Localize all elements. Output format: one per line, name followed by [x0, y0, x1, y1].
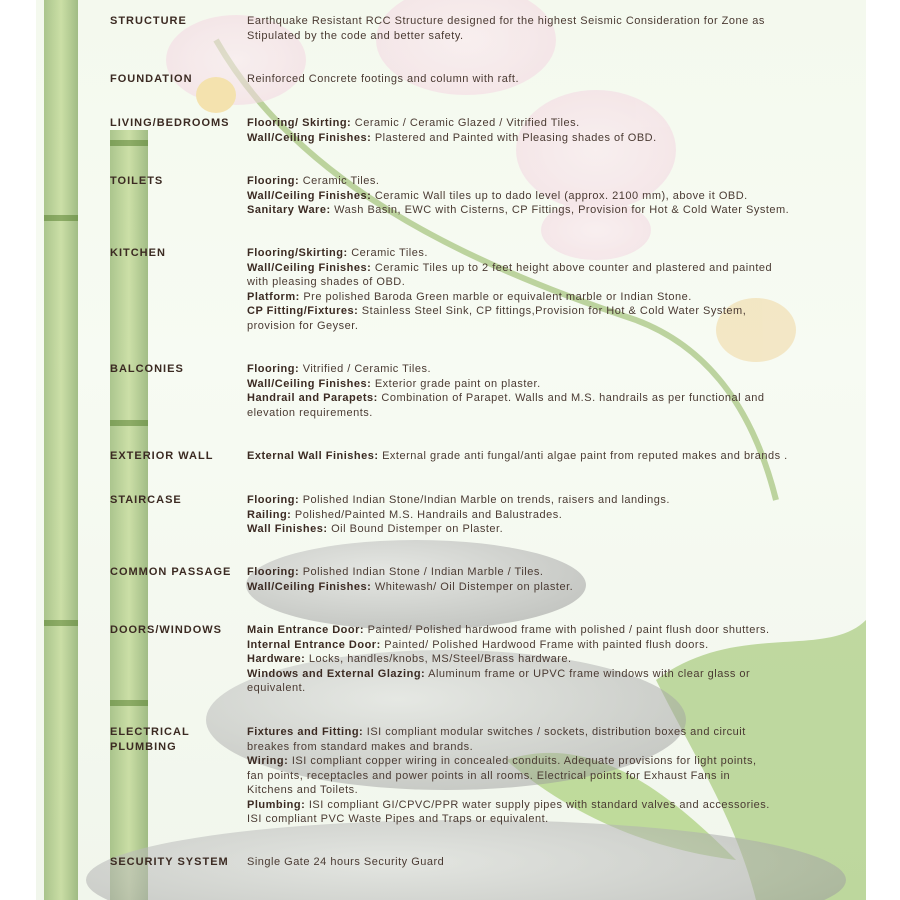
detail-line: [247, 116, 827, 131]
detail-text: elevation requirements.: [247, 406, 373, 419]
detail-text: Stipulated by the code and better safety.: [247, 29, 464, 42]
detail-key: Wall/Ceiling Finishes:: [247, 189, 372, 202]
section-details: [247, 362, 827, 420]
detail-key: Flooring:: [247, 363, 300, 375]
detail-text: Oil Bound Distemper on Plaster.: [327, 523, 504, 535]
detail-key: Sanitary Ware:: [247, 204, 331, 216]
section-details: [247, 449, 827, 464]
section-label: BALCONIES: [110, 363, 184, 375]
detail-line: [247, 203, 827, 218]
section-label: STRUCTURE: [110, 15, 187, 27]
detail-key: Main Entrance Door:: [247, 624, 365, 636]
detail-line: [247, 580, 827, 595]
detail-line: [247, 189, 827, 204]
detail-text: ISI compliant copper wiring in concealed conduits. Adequate provisions for light points,: [288, 755, 757, 767]
detail-text: with pleasing shades of OBD.: [247, 276, 406, 288]
detail-key: Flooring:: [247, 494, 300, 506]
detail-line: [247, 493, 827, 508]
detail-key: External Wall Finishes:: [247, 450, 379, 462]
section-details: [247, 14, 827, 43]
detail-key: Wall/Ceiling Finishes:: [247, 377, 372, 390]
section-details: [247, 116, 827, 145]
detail-line: [247, 391, 827, 406]
detail-key: Flooring:: [247, 175, 300, 187]
detail-line: [247, 565, 827, 580]
detail-line: [247, 319, 827, 334]
detail-text: Combination of Parapet. Walls and M.S. handrails as per functional and: [377, 392, 765, 404]
detail-line: [247, 290, 827, 305]
detail-line: [247, 275, 827, 290]
detail-line: [247, 449, 827, 464]
detail-text: ISI compliant modular switches / sockets, distribution boxes and circuit: [363, 726, 746, 738]
detail-text: Ceramic Tiles.: [299, 175, 380, 187]
detail-line: [247, 261, 827, 276]
detail-line: [247, 174, 827, 189]
detail-line: [247, 783, 827, 798]
detail-line: [247, 406, 827, 421]
detail-text: Aluminum frame or UPVC frame windows with clear glass or: [425, 667, 751, 680]
detail-text: Ceramic Wall tiles up to dado level (approx. 2100 mm), above it OBD.: [371, 189, 748, 202]
detail-text: Reinforced Concrete footings and column with raft.: [247, 73, 520, 85]
detail-text: Whitewash/ Oil Distemper on plaster.: [371, 580, 574, 593]
section-details: [247, 72, 827, 87]
detail-key: Wall/Ceiling Finishes:: [247, 580, 372, 593]
detail-text: Painted/ Polished Hardwood Frame with painted flush doors.: [380, 638, 709, 651]
detail-text: Polished/Painted M.S. Handrails and Balustrades.: [291, 508, 563, 521]
detail-line: [247, 725, 827, 740]
detail-text: Painted/ Polished hardwood frame with polished / paint flush door shutters.: [364, 624, 770, 636]
detail-line: [247, 812, 827, 827]
detail-text: Kitchens and Toilets.: [247, 784, 359, 796]
section-label: KITCHEN: [110, 247, 166, 259]
detail-key: Platform:: [247, 290, 300, 303]
detail-line: [247, 131, 827, 146]
detail-key: Wiring:: [247, 755, 289, 767]
section-details: [247, 565, 827, 594]
detail-key: Hardware:: [247, 653, 306, 665]
detail-key: Plumbing:: [247, 798, 306, 811]
detail-text: provision for Geyser.: [247, 319, 359, 332]
detail-text: External grade anti fungal/anti algae paint from reputed makes and brands .: [378, 450, 788, 462]
section-details: [247, 725, 827, 827]
detail-text: Ceramic Tiles.: [347, 247, 428, 259]
detail-line: [247, 522, 827, 537]
detail-text: Ceramic / Ceramic Glazed / Vitrified Tiles.: [351, 117, 580, 129]
section-label: STAIRCASE: [110, 494, 182, 506]
section-details: [247, 493, 827, 537]
section-label: DOORS/WINDOWS: [110, 624, 222, 636]
detail-text: Wash Basin, EWC with Cisterns, CP Fittings, Provision for Hot & Cold Water System.: [330, 204, 790, 216]
detail-line: [247, 667, 827, 682]
detail-line: [247, 681, 827, 696]
detail-key: Flooring/ Skirting:: [247, 117, 352, 129]
detail-line: [247, 246, 827, 261]
detail-text: Polished Indian Stone / Indian Marble / Tiles.: [299, 566, 544, 578]
section-details: [247, 623, 827, 696]
detail-line: [247, 377, 827, 392]
detail-text: Vitrified / Ceramic Tiles.: [299, 363, 432, 375]
detail-key: Fixtures and Fitting:: [247, 726, 364, 738]
section-label: COMMON PASSAGE: [110, 566, 232, 578]
detail-text: Single Gate 24 hours Security Guard: [247, 856, 445, 868]
section-label: ELECTRICAL PLUMBING: [110, 726, 190, 753]
detail-text: ISI compliant GI/CPVC/PPR water supply pipes with standard valves and accessories.: [305, 798, 770, 811]
detail-text: Ceramic Tiles up to 2 feet height above counter and plastered and painted: [371, 261, 773, 274]
detail-line: [247, 623, 827, 638]
detail-line: [247, 754, 827, 769]
detail-key: Windows and External Glazing:: [247, 667, 426, 680]
detail-text: breakes from standard makes and brands.: [247, 740, 474, 753]
detail-line: [247, 362, 827, 377]
section-label: TOILETS: [110, 175, 164, 187]
detail-text: Locks, handles/knobs, MS/Steel/Brass hardware.: [305, 653, 572, 665]
section-details: [247, 246, 827, 333]
detail-line: [247, 72, 827, 87]
section-label: SECURITY SYSTEM: [110, 856, 229, 868]
detail-text: equivalent.: [247, 682, 306, 694]
detail-text: Earthquake Resistant RCC Structure designed for the highest Seismic Consideration for Zone as: [247, 15, 765, 27]
detail-text: Pre polished Baroda Green marble or equivalent marble or Indian Stone.: [299, 290, 692, 303]
detail-line: [247, 769, 827, 784]
section-details: [247, 855, 827, 870]
detail-line: [247, 798, 827, 813]
detail-key: Wall/Ceiling Finishes:: [247, 261, 372, 274]
detail-text: Exterior grade paint on plaster.: [371, 377, 541, 390]
detail-key: Handrail and Parapets:: [247, 392, 378, 404]
detail-text: Polished Indian Stone/Indian Marble on trends, raisers and landings.: [299, 494, 670, 506]
detail-key: Flooring/Skirting:: [247, 247, 348, 259]
detail-line: [247, 14, 827, 29]
detail-text: Plastered and Painted with Pleasing shades of OBD.: [371, 131, 657, 144]
detail-text: ISI compliant PVC Waste Pipes and Traps or equivalent.: [247, 813, 549, 825]
detail-text: fan points, receptacles and power points in all rooms. Electrical points for Exhaust Fans in: [247, 769, 731, 782]
section-label: EXTERIOR WALL: [110, 450, 214, 462]
detail-key: Railing:: [247, 508, 292, 521]
detail-line: [247, 740, 827, 755]
detail-key: Wall Finishes:: [247, 523, 328, 535]
section-details: [247, 174, 827, 218]
section-label: LIVING/BEDROOMS: [110, 117, 230, 129]
detail-key: Wall/Ceiling Finishes:: [247, 131, 372, 144]
detail-text: Stainless Steel Sink, CP fittings,Provision for Hot & Cold Water System,: [358, 305, 747, 317]
detail-line: [247, 638, 827, 653]
section-label: FOUNDATION: [110, 73, 193, 85]
detail-key: Flooring:: [247, 566, 300, 578]
detail-key: Internal Entrance Door:: [247, 638, 381, 651]
detail-line: [247, 855, 827, 870]
detail-line: [247, 304, 827, 319]
detail-key: CP Fitting/Fixtures:: [247, 305, 359, 317]
detail-line: [247, 508, 827, 523]
detail-line: [247, 652, 827, 667]
detail-line: [247, 29, 827, 44]
